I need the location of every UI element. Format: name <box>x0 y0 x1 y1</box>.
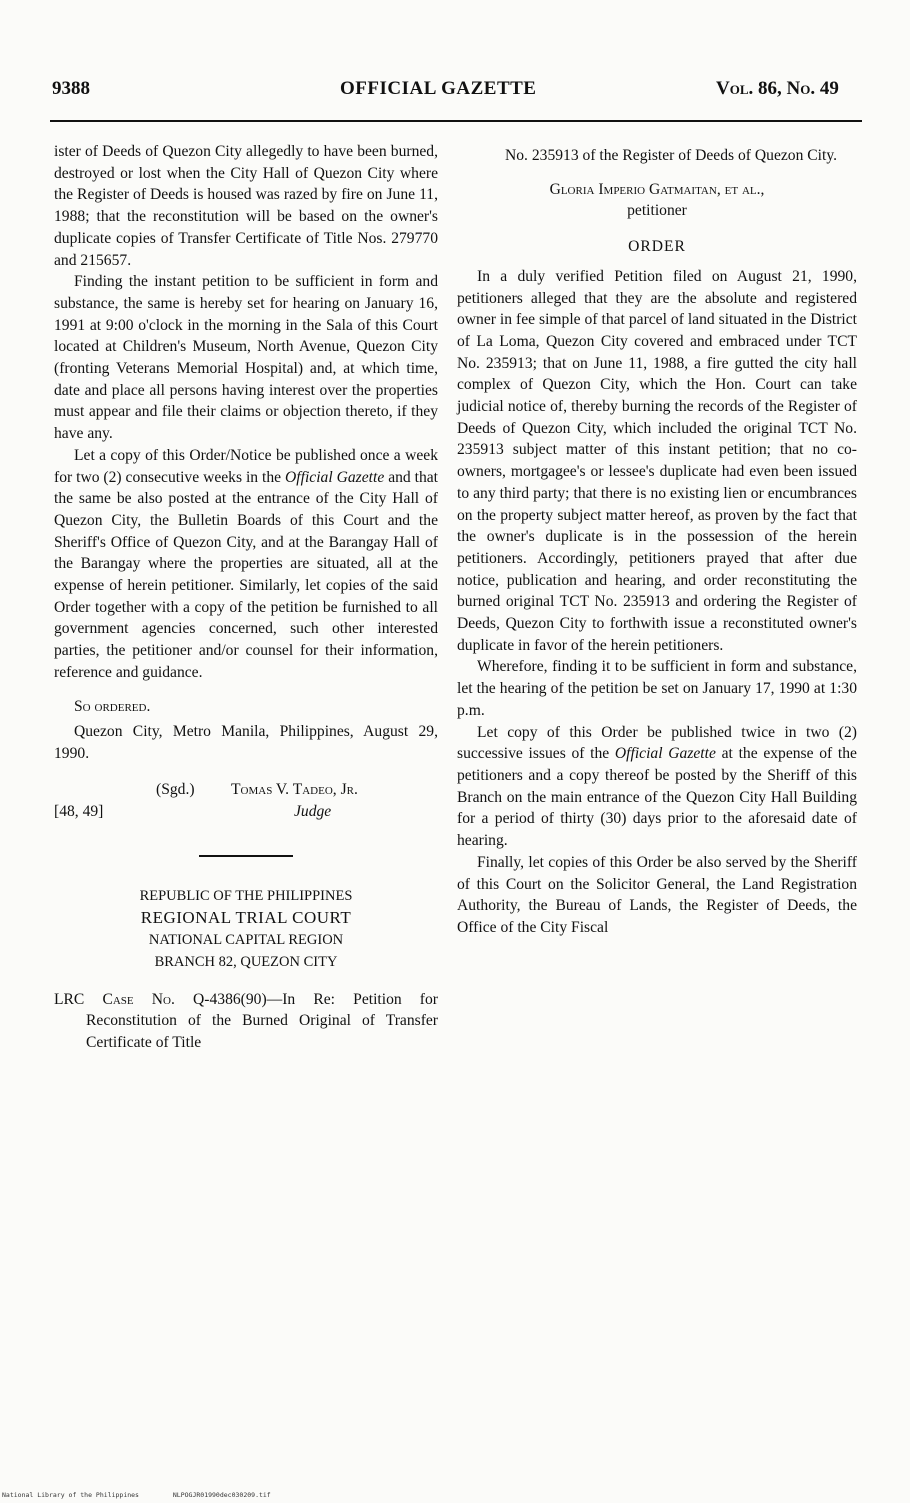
left-paragraph-3-start: Let a copy of this Order/Notice be published once a week for two (2) consecutive weeks in the <box>54 446 438 486</box>
scan-footer <box>2 1491 301 1499</box>
so-ordered: So ordered. <box>74 697 151 715</box>
page-header <box>0 78 910 108</box>
court-caption <box>54 885 438 973</box>
judge-name: Tomas V. Tadeo, Jr. <box>231 780 358 798</box>
court-region: NATIONAL CAPITAL REGION <box>148 931 344 948</box>
issue-reference: [48, 49] <box>54 802 104 820</box>
court-branch: BRANCH 82, QUEZON CITY <box>154 953 338 970</box>
left-paragraph-2: Finding the instant petition to be sufficient in form and substance, the same is hereby set for hearing on January 16, 1991 at 9:00 o'clock in the morning in the Sala of this Court located at Children's Museum, North Avenue, Quezon City (fronting Veterans Memorial Hospital) and, at which time, date and place all persons having interest over the properties must appear and file their claims or objection thereto, if they have any. <box>54 273 438 443</box>
left-paragraph-1: ister of Deeds of Quezon City allegedly to have been burned, destroyed or lost when the City Hall of Quezon City where the Register of Deeds is housed was razed by fire on June 11, 1988; that the reconstitution will be based on the owner's duplicate copies of Transfer Certificate of Title Nos. 279770 and 215657. <box>54 143 438 269</box>
right-paragraph-2: Wherefore, finding it to be sufficient in form and substance, let the hearing of the petition be set on January 17, 1990 at 1:30 p.m. <box>457 658 857 719</box>
signed-mark: (Sgd.) <box>156 780 195 798</box>
page-number: 9388 <box>52 78 90 99</box>
right-paragraph-3 <box>457 722 857 852</box>
library-credit: National Library of the Philippines <box>2 1491 139 1499</box>
gazette-name-italic-right: Official Gazette <box>614 745 716 763</box>
case-heading <box>54 989 438 1054</box>
right-column <box>457 145 857 939</box>
gazette-name-italic: Official Gazette <box>285 468 385 486</box>
scan-filename: NLPOGJR01990dec030209.tif <box>172 1491 271 1499</box>
petitioner-name: Gloria Imperio Gatmaitan, et al., <box>549 180 765 198</box>
place-and-date: Quezon City, Metro Manila, Philippines, August 29, 1990. <box>54 723 438 762</box>
order-heading: ORDER <box>628 238 686 256</box>
left-paragraph-3 <box>54 445 438 684</box>
left-column <box>54 141 438 1054</box>
right-paragraph-4: Finally, let copies of this Order be also served by the Sheriff of this Court on the Solicitor General, the Land Registration Authority, the Bureau of Lands, the Register of Deeds, the Office of the City Fiscal <box>457 853 857 936</box>
petitioner-label: petitioner <box>627 202 687 220</box>
judge-title: Judge <box>294 802 332 820</box>
right-paragraph-1: In a duly verified Petition filed on August 21, 1990, petitioners alleged that they are the absolute and registered owner in fee simple of that parcel of land situated in the District of La Loma, Quezon City covered and embraced under TCT No. 235913; that on June 11, 1988, a fire gutted the city hall complex of Quezon City, which the Hon. Court can take judicial notice of, thereby burning the records of the Register of Deeds of Quezon City, which included the original TCT No. 235913 subject matter of this instant petition; that no co-owners, mortgagee's or lessee's duplicate had even been issued to any third party; that there is no existing lien or encumbrances on the property subject matter hereof, as proven by the fact that the owner's duplicate is in the possession of the herein petitioners. Accordingly, petitioners prayed that after due notice, publication and hearing, and order reconstituting the burned original TCT No. 235913 and ordering the Register of Deeds, Quezon City to forthwith issue a reconstituted owner's duplicate in favor of the herein petitioners. <box>457 267 857 654</box>
court-republic: REPUBLIC OF THE PHILIPPINES <box>139 887 353 904</box>
case-title: —In Re: Petition for Reconstitution of the Burned Original of Transfer Certificate of Title <box>86 990 438 1052</box>
publication-title: OFFICIAL GAZETTE <box>340 78 537 99</box>
volume-number: Vol. 86, No. 49 <box>716 78 839 99</box>
case-number: LRC Case No. Q-4386(90) <box>54 990 267 1008</box>
case-title-continued: No. 235913 of the Register of Deeds of Quezon City. <box>505 147 838 164</box>
right-paragraph-3-start: Let copy of this Order be published twice in two (2) successive issues of the <box>457 723 857 763</box>
signature-block <box>54 779 438 825</box>
right-paragraph-3-end: at the expense of the petitioners and a copy thereof be posted by the Sheriff of this Branch on the main entrance of the Quezon City Hall Building for a period of thirty (30) days prior to the aforesaid date of hearing. <box>457 745 857 850</box>
header-rule <box>50 120 862 122</box>
left-paragraph-3-end: and that the same be also posted at the entrance of the City Hall of Quezon City, the Bulletin Boards of this Court and the Sheriff's Office of Quezon City, and at the Barangay Hall of the Barangay where the properties are situated, all at the expense of herein petitioner. Similarly, let copies of the said Order together with a copy of the petition be furnished to all government agencies concerned, such other interested parties, the petitioner and/or counsel for their information, reference and guidance. <box>54 468 439 681</box>
section-divider <box>199 855 293 857</box>
court-name: REGIONAL TRIAL COURT <box>140 907 352 927</box>
